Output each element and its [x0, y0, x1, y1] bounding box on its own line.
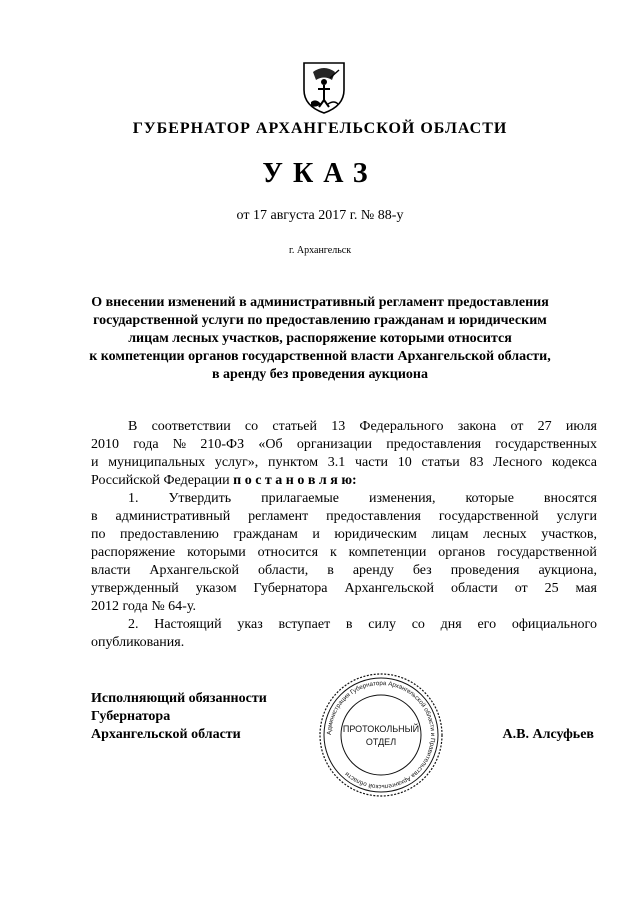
position-line: Архангельской области	[91, 727, 241, 742]
stamp-ring-text: Администрация Губернатора Архангельской области и Правительства Архангельской области	[325, 679, 437, 791]
body-line: распоряжение которыми относится к компетенции органов государственной	[91, 545, 597, 560]
document-type-heading: УКАЗ	[262, 158, 378, 189]
body-line: В соответствии со статьей 13 Федерального закона от 27 июля	[128, 419, 597, 434]
body-line: 2. Настоящий указ вступает в силу со дня его официального	[128, 617, 597, 632]
body-line: опубликования.	[91, 635, 185, 650]
body-line: по предоставлению гражданам и юридическим лицам лесных участков,	[91, 527, 597, 542]
resolution-prefix: Российской Федерации	[91, 473, 234, 488]
document-date-number: от 17 августа 2017 г. № 88-у	[236, 208, 404, 223]
body-line: утвержденный указом Губернатора Архангельской области от 25 мая	[91, 581, 597, 596]
svg-text:Администрация Губернатора Арха	[326, 680, 436, 790]
document-city: г. Архангельск	[288, 245, 352, 256]
resolution-keyword: п о с т а н о в л я ю:	[233, 473, 357, 488]
stamp-center-line: ПРОТОКОЛЬНЫЙ	[342, 724, 420, 734]
stamp-center-line: ОТДЕЛ	[365, 737, 397, 747]
body-line: и муниципальных услуг», пунктом 3.1 части 10 статьи 83 Лесного кодекса	[91, 455, 597, 470]
document-body	[91, 418, 597, 652]
body-line: 2010 года № 210-ФЗ «Об организации предоставления государственных	[91, 437, 597, 452]
position-line: Исполняющий обязанности	[91, 691, 267, 706]
body-line: власти Архангельской области, в аренду без проведения аукциона,	[91, 563, 597, 578]
body-line-resolution	[91, 472, 597, 490]
position-line: Губернатора	[91, 709, 171, 724]
document-title	[80, 294, 560, 384]
body-line: 1. Утвердить прилагаемые изменения, которые вносятся	[128, 491, 597, 506]
title-line: государственной услуги по предоставлению гражданам и юридическим	[93, 313, 547, 328]
signatory-position	[91, 690, 267, 744]
title-line: О внесении изменений в административный регламент предоставления	[91, 295, 549, 310]
title-line: лицам лесных участков, распоряжение которыми относится	[128, 331, 512, 346]
title-line: к компетенции органов государственной власти Архангельской области,	[89, 349, 551, 364]
signer-name: А.В. Алсуфьев	[502, 727, 594, 742]
title-line: в аренду без проведения аукциона	[211, 367, 428, 382]
body-line: в административный регламент предоставления государственной услуги	[91, 509, 597, 524]
issuing-authority: ГУБЕРНАТОР АРХАНГЕЛЬСКОЙ ОБЛАСТИ	[132, 120, 508, 137]
body-line: 2012 года № 64-у.	[91, 599, 196, 614]
official-stamp-seal	[318, 672, 444, 798]
coat-of-arms-emblem	[301, 60, 347, 116]
